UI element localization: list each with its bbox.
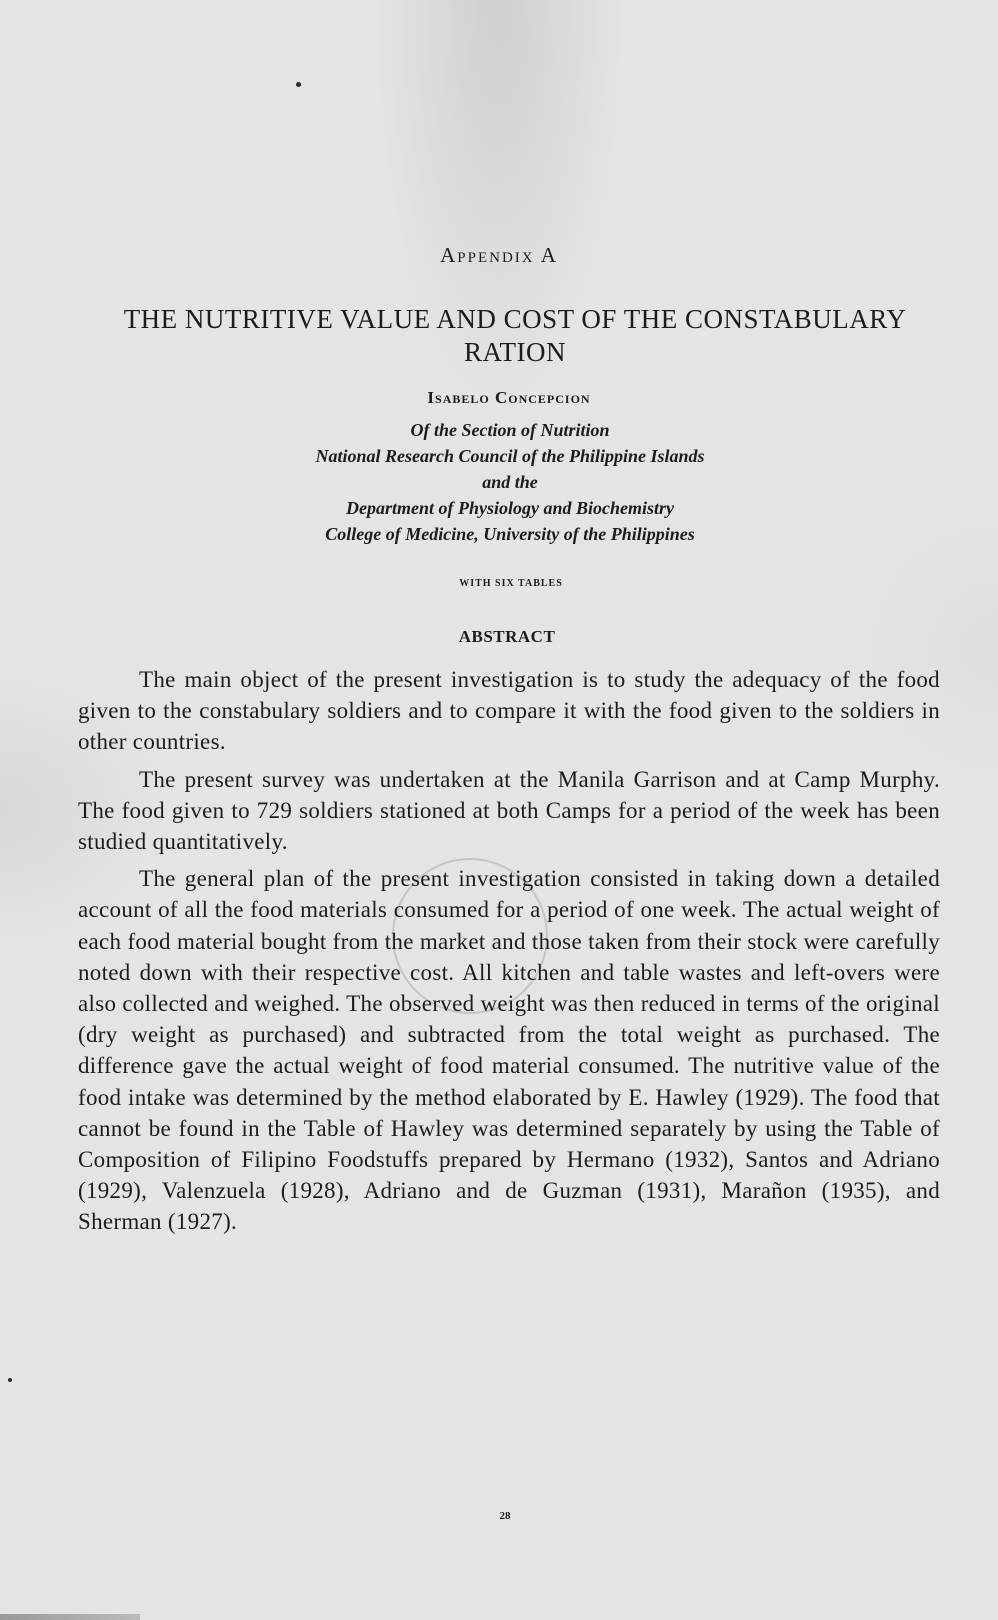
- paragraph: The general plan of the present investigation consisted in taking down a detailed account of all the food materials consumed for a period of one week. The actual weight of each food material bought from the market and those taken from their stock were carefully noted down with their respective cost. All kitchen and table wastes and left-overs were also collected and weighed. The observed weight was then reduced in terms of the original (dry weight as purchased) and subtracted from the total weight as purchased. The difference gave the actual weight of food material consumed. The nutritive value of the food intake was determined by the method elaborated by E. Hawley (1929). The food that cannot be found in the Table of Hawley was determined separately by using the Table of Composition of Filipino Foodstuffs prepared by Hermano (1932), Santos and Adriano (1929), Valenzuela (1928), Adriano and de Guzman (1931), Marañon (1935), and Sherman (1927).: [78, 866, 940, 1235]
- affiliations: [160, 417, 860, 547]
- page-number: 28: [499, 1510, 511, 1522]
- affiliation-line: and the: [482, 472, 538, 492]
- paragraph: The main object of the present investigation is to study the adequacy of the food given to the constabulary soldiers and to compare it with the food given to the soldiers in other countries.: [78, 667, 940, 755]
- affiliation-line: National Research Council of the Philippine Islands: [315, 446, 705, 466]
- paper-title: THE NUTRITIVE VALUE AND COST OF THE CONSTABULARY RATION: [123, 304, 907, 367]
- paragraph: The present survey was undertaken at the Manila Garrison and at Camp Murphy. The food given to 729 soldiers stationed at both Camps for a period of the week has been studied quantitatively.: [78, 766, 940, 855]
- ink-speck: [296, 82, 301, 87]
- tables-note: WITH SIX TABLES: [459, 578, 563, 589]
- appendix-label: Appendix A: [440, 243, 558, 267]
- abstract-heading: ABSTRACT: [458, 627, 556, 646]
- ink-speck: [8, 1378, 12, 1382]
- abstract-body: [78, 664, 940, 1244]
- affiliation-line: College of Medicine, University of the Philippines: [325, 524, 695, 544]
- scan-label-strip: [0, 1614, 140, 1620]
- affiliation-line: Of the Section of Nutrition: [410, 420, 610, 440]
- author-name: Isabelo Concepcion: [427, 388, 591, 407]
- affiliation-line: Department of Physiology and Biochemistry: [346, 498, 674, 518]
